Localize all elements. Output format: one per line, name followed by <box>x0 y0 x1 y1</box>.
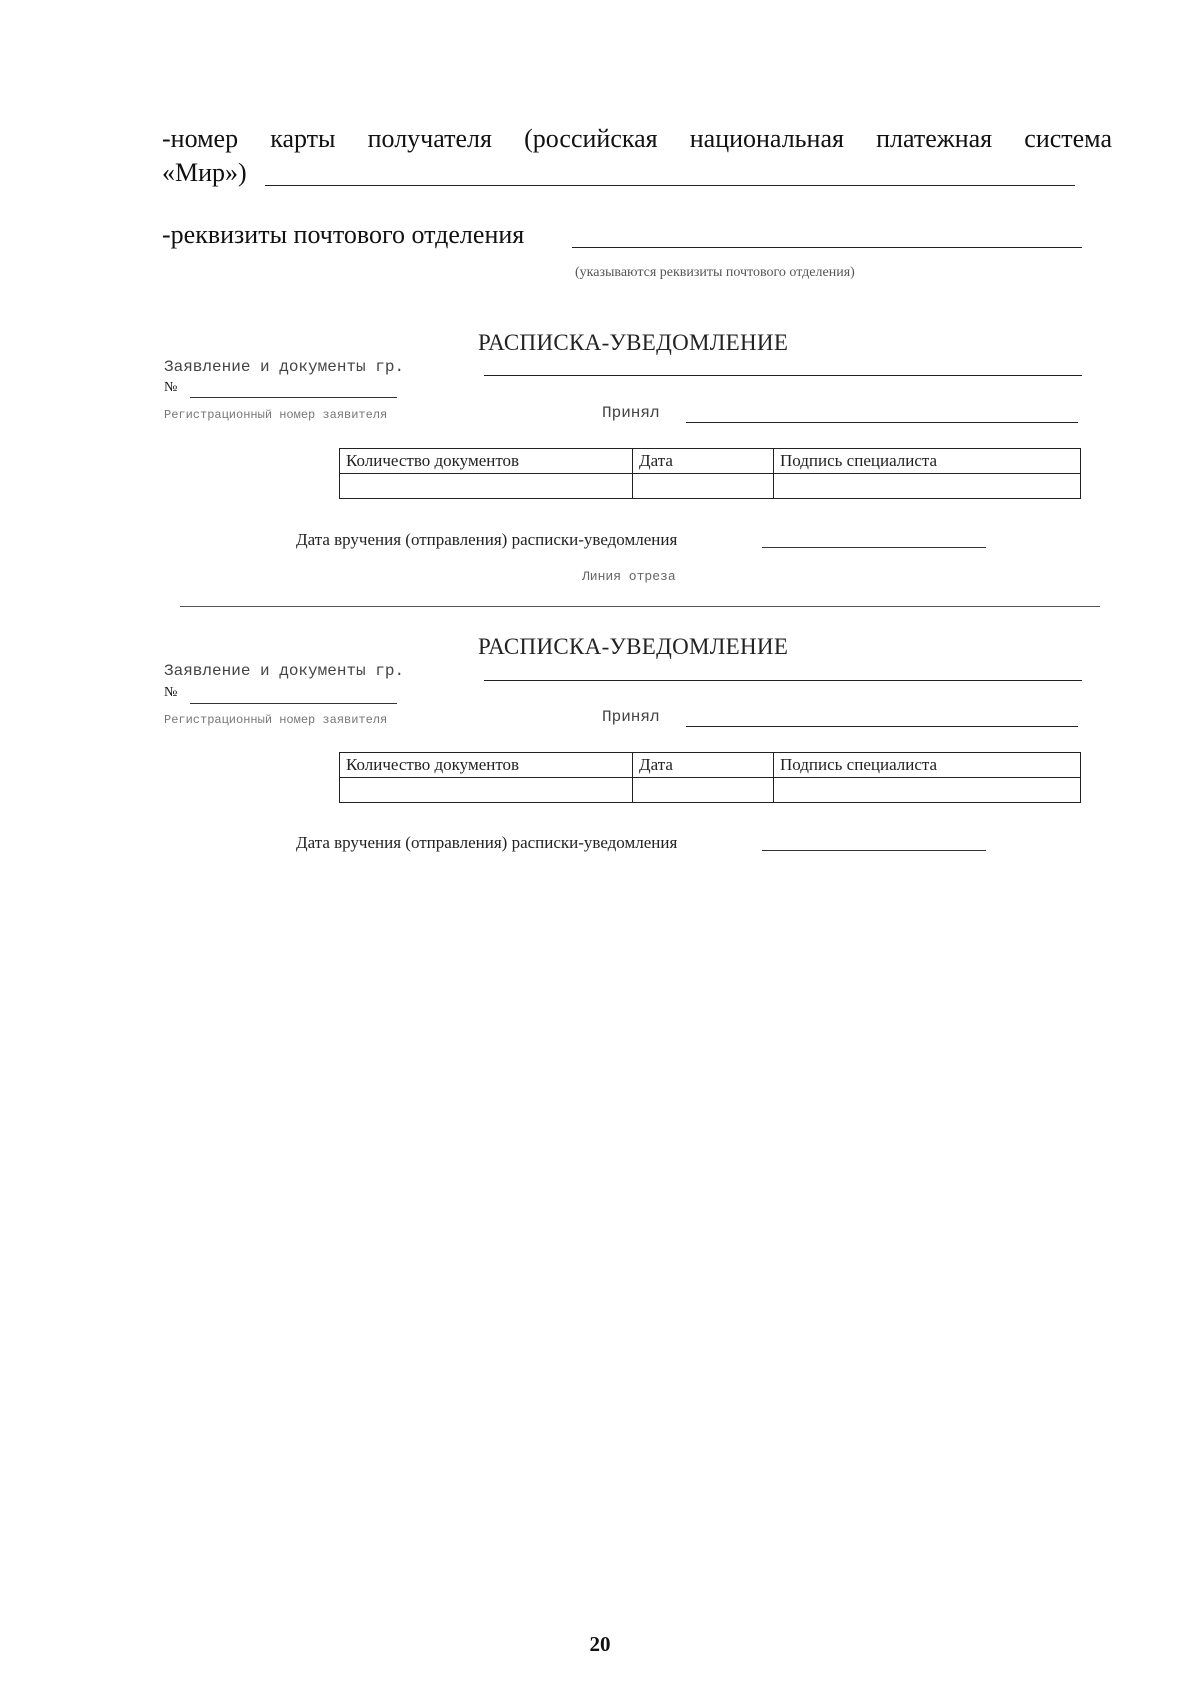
card-number-line: -номер карты получателя (российская национальная платежная система <box>162 124 1112 153</box>
signature-cell[interactable] <box>774 778 1081 803</box>
table-row <box>340 474 1081 499</box>
postal-details-field[interactable] <box>572 247 1082 248</box>
card-number-field[interactable] <box>265 185 1075 186</box>
application-label: Заявление и документы гр. <box>164 662 405 680</box>
accepted-by-field[interactable] <box>686 726 1078 727</box>
registration-number-field[interactable] <box>190 397 397 398</box>
receipt-title: РАСПИСКА-УВЕДОМЛЕНИЕ <box>478 330 789 355</box>
number-sign: № <box>164 380 178 395</box>
accepted-label: Принял <box>602 404 660 422</box>
table-header-documents-count: Количество документов <box>340 449 633 474</box>
table-row <box>340 778 1081 803</box>
applicant-name-field[interactable] <box>484 680 1082 681</box>
table-header-date: Дата <box>633 449 774 474</box>
table-row <box>340 753 1081 778</box>
table-header-signature: Подпись специалиста <box>774 449 1081 474</box>
receipt-title: РАСПИСКА-УВЕДОМЛЕНИЕ <box>478 634 789 659</box>
delivery-date-field[interactable] <box>762 547 986 548</box>
accepted-label: Принял <box>602 708 660 726</box>
accepted-by-field[interactable] <box>686 422 1078 423</box>
table-header-signature: Подпись специалиста <box>774 753 1081 778</box>
receipt-table <box>339 752 1081 803</box>
registration-number-label: Регистрационный номер заявителя <box>164 408 388 422</box>
date-cell[interactable] <box>633 778 774 803</box>
postal-details-label: -реквизиты почтового отделения <box>162 220 525 249</box>
number-sign: № <box>164 685 178 700</box>
delivery-date-field[interactable] <box>762 850 986 851</box>
applicant-name-field[interactable] <box>484 375 1082 376</box>
registration-number-label: Регистрационный номер заявителя <box>164 713 388 727</box>
date-cell[interactable] <box>633 474 774 499</box>
registration-number-field[interactable] <box>190 703 397 704</box>
table-header-date: Дата <box>633 753 774 778</box>
cut-line <box>180 606 1100 607</box>
card-number-line-cont: «Мир») <box>162 158 247 187</box>
table-header-documents-count: Количество документов <box>340 753 633 778</box>
delivery-date-label: Дата вручения (отправления) расписки-уведомления <box>296 833 678 852</box>
receipt-table <box>339 448 1081 499</box>
table-row <box>340 449 1081 474</box>
page-number: 20 <box>589 1632 611 1656</box>
signature-cell[interactable] <box>774 474 1081 499</box>
documents-count-cell[interactable] <box>340 778 633 803</box>
delivery-date-label: Дата вручения (отправления) расписки-уведомления <box>296 530 678 549</box>
cut-line-label: Линия отреза <box>582 569 676 584</box>
postal-details-hint: (указываются реквизиты почтового отделения) <box>575 265 855 280</box>
documents-count-cell[interactable] <box>340 474 633 499</box>
application-label: Заявление и документы гр. <box>164 358 405 376</box>
